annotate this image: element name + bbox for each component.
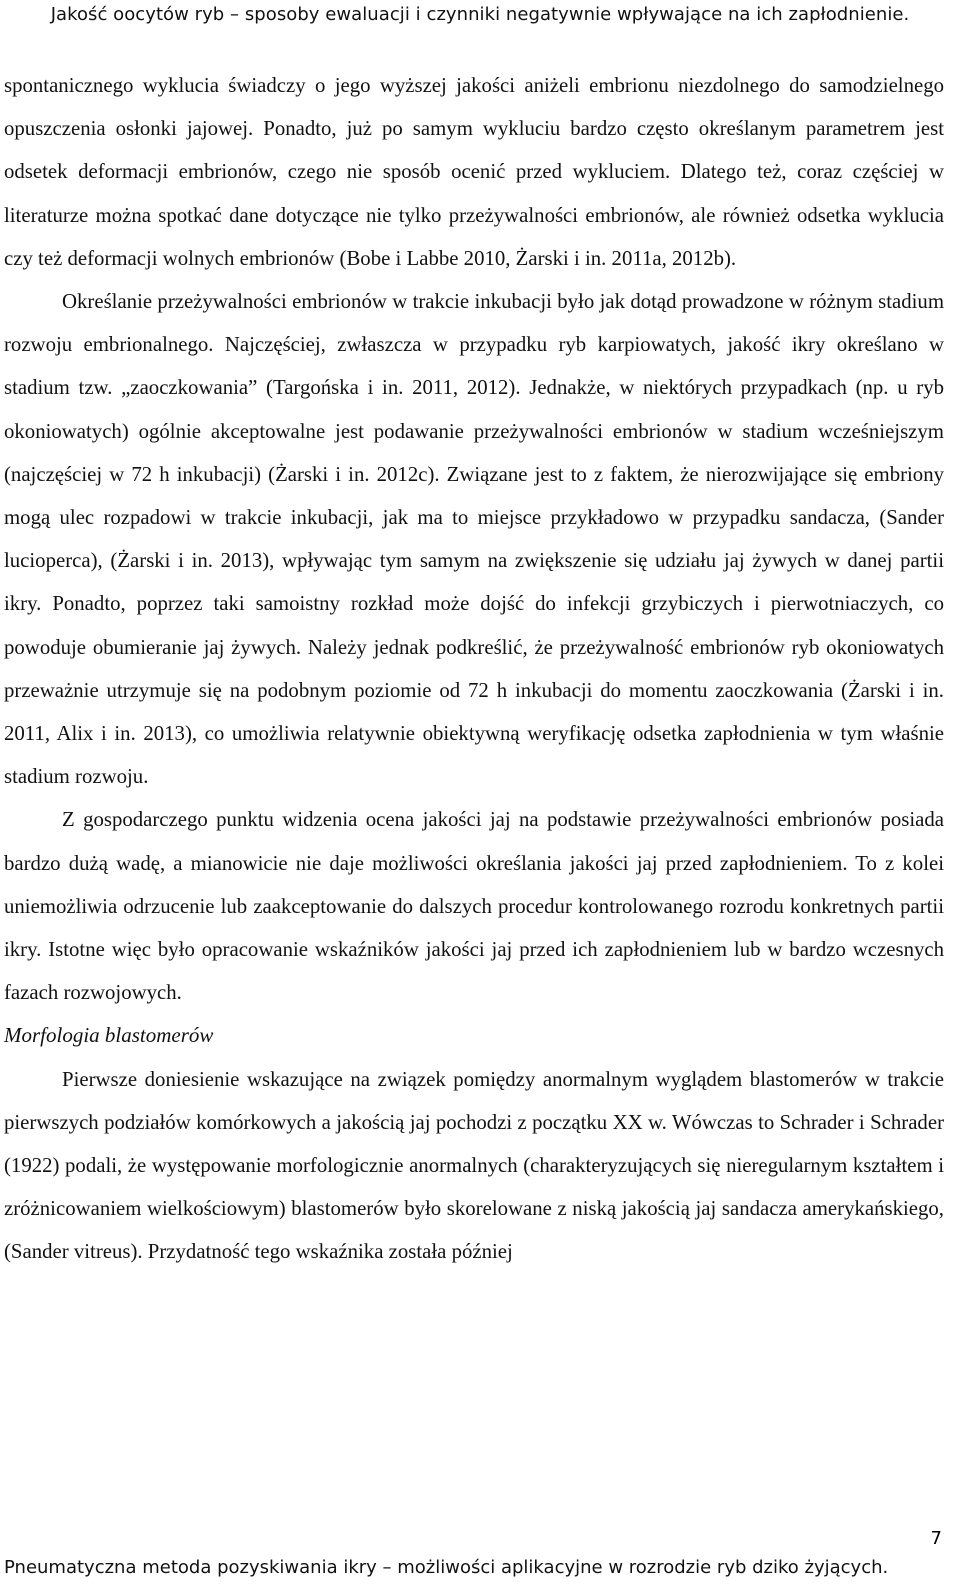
body-paragraph-2: Określanie przeżywalności embrionów w trakcie inkubacji było jak dotąd prowadzone w różnym stadium rozwoju embrionalnego. Najczęściej, zwłaszcza w przypadku ryb karpiowatych, jakość ikry określano w stadium tzw. „zaoczkowania” (Targońska i in. 2011, 2012). Jednakże, w niektórych przypadkach (np. u ryb okoniowatych) ogólnie akceptowalne jest podawanie przeżywalności embrionów w stadium wcześniejszym (najczęściej w 72 h inkubacji) (Żarski i in. 2012c). Związane jest to z faktem, że nierozwijające się embriony mogą ulec rozpadowi w trakcie inkubacji, jak ma to miejsce przykładowo w przypadku sandacza, (Sander lucioperca), (Żarski i in. 2013), wpływając tym samym na zwiększenie się udziału jaj żywych w danej partii ikry. Ponadto, poprzez taki samoistny rozkład może dojść do infekcji grzybiczych i pierwotniaczych, co powoduje obumieranie jaj żywych. Należy jednak podkreślić, że przeżywalność embrionów ryb okoniowatych przeważnie utrzymuje się na podobnym poziomie od 72 h inkubacji do momentu zaoczkowania (Żarski i in. 2011, Alix i in. 2013), co umożliwia relatywnie obiektywną weryfikację odsetka zapłodnienia w tym właśnie stadium rozwoju. [4,290,944,789]
section-heading-morfologia: Morfologia blastomerów [4,1023,214,1048]
body-paragraph-1: spontanicznego wyklucia świadczy o jego wyższej jakości aniżeli embrionu niezdolnego do samodzielnego opuszczenia osłonki jajowej. Ponadto, już po samym wykluciu bardzo często określanym parametrem jest odsetek deformacji embrionów, czego nie sposób ocenić przed wykluciem. Dlatego też, coraz częściej w literaturze można spotkać dane dotyczące nie tylko przeżywalności embrionów, ale również odsetka wyklucia czy też deformacji wolnych embrionów (Bobe i Labbe 2010, Żarski i in. 2011a, 2012b). [4,74,944,270]
section-paragraph-1: Pierwsze doniesienie wskazujące na związek pomiędzy anormalnym wyglądem blastomerów w trakcie pierwszych podziałów komórkowych a jakością jaj pochodzi z początku XX w. Wówczas to Schrader i Schrader (1922) podali, że występowanie morfologicznie anormalnych (charakteryzujących się nieregularnym kształtem i zróżnicowaniem wielkościowym) blastomerów było skorelowane z niską jakością jaj sandacza amerykańskiego, (Sander vitreus). Przydatność tego wskaźnika została później [4,1067,944,1264]
body-paragraph-3: Z gospodarczego punktu widzenia ocena jakości jaj na podstawie przeżywalności embrionów posiada bardzo dużą wadę, a mianowicie nie daje możliwości określania jakości jaj przed zapłodnieniem. To z kolei uniemożliwia odrzucenie lub zaakceptowanie do dalszych procedur kontrolowanego rozrodu konkretnych partii ikry. Istotne więc było opracowanie wskaźników jakości jaj przed ich zapłodnieniem lub w bardzo wczesnych fazach rozwojowych. [4,808,944,1005]
page-body [4,64,944,1274]
running-header: Jakość oocytów ryb – sposoby ewaluacji i czynniki negatywnie wpływające na ich zapłodnienie. [50,4,910,25]
running-footer: Pneumatyczna metoda pozyskiwania ikry – możliwości aplikacyjne w rozrodzie ryb dziko żyjących. [4,1557,889,1578]
page-number: 7 [930,1528,942,1549]
